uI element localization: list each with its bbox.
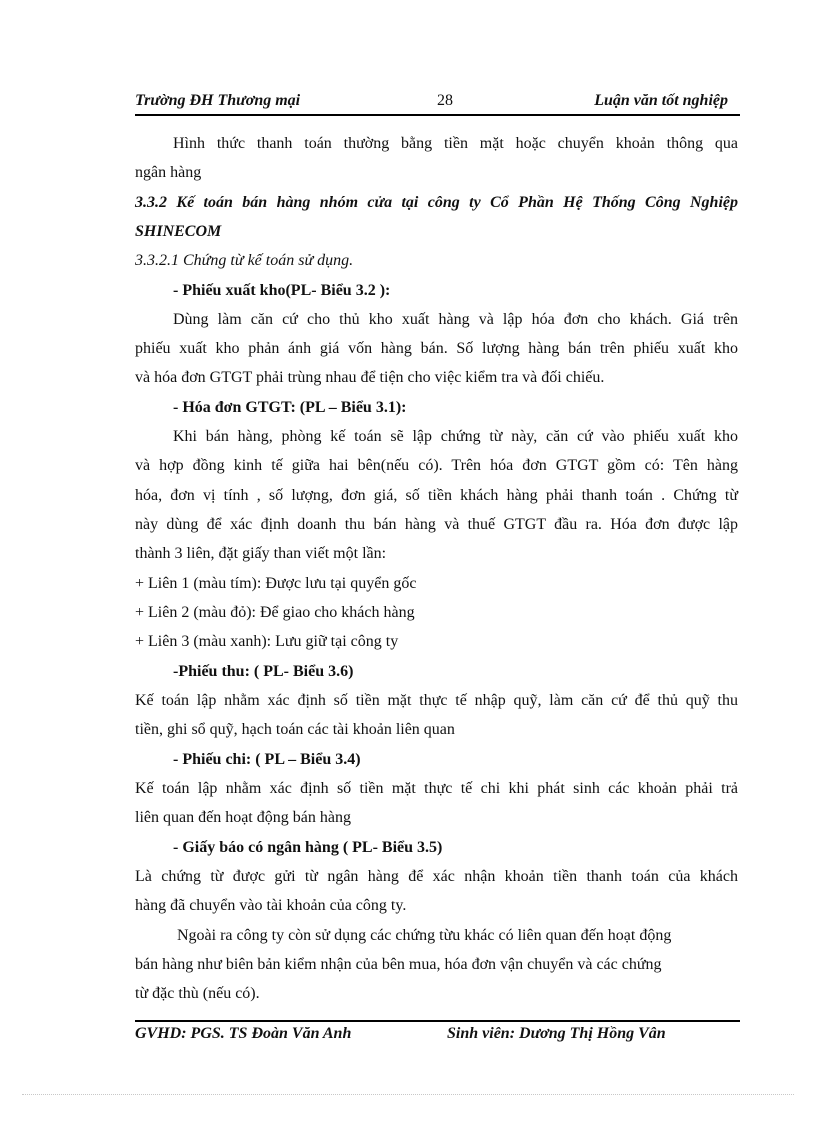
paragraph-line: Dùng làm căn cứ cho thủ kho xuất hàng và lập hóa đơn cho khách. Giá trên xyxy=(173,311,738,328)
item-title: - Hóa đơn GTGT: (PL – Biểu 3.1): xyxy=(173,399,407,416)
paragraph-line: Kế toán lập nhằm xác định số tiền mặt thực tế nhập quỹ, làm căn cứ để thủ quỹ thu xyxy=(135,692,738,709)
paragraph-line: và hóa đơn GTGT phải trùng nhau để tiện cho việc kiểm tra và đối chiếu. xyxy=(135,369,605,386)
page-footer xyxy=(135,1025,740,1047)
section-heading: 3.3.2 Kế toán bán hàng nhóm cửa tại công ty Cổ Phần Hệ Thống Công Nghiệp xyxy=(135,194,738,211)
paragraph-line: phiếu xuất kho phản ánh giá vốn hàng bán. Số lượng hàng bán trên phiếu xuất kho xyxy=(135,340,738,357)
list-item: + Liên 1 (màu tím): Được lưu tại quyển gốc xyxy=(135,575,417,592)
paragraph-line: bán hàng như biên bản kiểm nhận của bên mua, hóa đơn vận chuyển và các chứng xyxy=(135,956,662,973)
paragraph-line: Là chứng từ được gửi từ ngân hàng để xác nhận khoản tiền thanh toán của khách xyxy=(135,868,738,885)
item-title: -Phiếu thu: ( PL- Biểu 3.6) xyxy=(173,663,354,680)
header-doc-type: Luận văn tốt nghiệp xyxy=(594,92,728,109)
item-title: - Giấy báo có ngân hàng ( PL- Biểu 3.5) xyxy=(173,839,443,856)
header-rule xyxy=(135,114,740,116)
paragraph-line: và hợp đồng kinh tế giữa hai bên(nếu có). Trên hóa đơn GTGT gồm có: Tên hàng xyxy=(135,457,738,474)
footer-rule xyxy=(135,1020,740,1022)
section-heading: SHINECOM xyxy=(135,223,222,240)
paragraph-line: Khi bán hàng, phòng kế toán sẽ lập chứng từ này, căn cứ vào phiếu xuất kho xyxy=(173,428,738,445)
header-school: Trường ĐH Thương mại xyxy=(135,92,301,109)
list-item: + Liên 2 (màu đỏ): Để giao cho khách hàng xyxy=(135,604,415,621)
footer-supervisor: GVHD: PGS. TS Đoàn Văn Anh xyxy=(135,1025,352,1042)
paragraph-line: ngân hàng xyxy=(135,164,202,181)
paragraph-line: Hình thức thanh toán thường bằng tiền mặt hoặc chuyển khoản thông qua xyxy=(173,135,738,152)
paragraph-line: Kế toán lập nhằm xác định số tiền mặt thực tế chi khi phát sinh các khoản phải trả xyxy=(135,780,738,797)
paragraph-line: thành 3 liên, đặt giấy than viết một lần: xyxy=(135,545,387,562)
page-bottom-border xyxy=(22,1094,794,1095)
paragraph-line: hóa, đơn vị tính , số lượng, đơn giá, số tiền khách hàng phải thanh toán . Chứng từ xyxy=(135,487,738,504)
item-title: - Phiếu xuất kho(PL- Biểu 3.2 ): xyxy=(173,282,391,299)
paragraph-line: liên quan đến hoạt động bán hàng xyxy=(135,809,351,826)
subsection-heading: 3.3.2.1 Chứng từ kế toán sử dụng. xyxy=(135,252,354,269)
paragraph-line: từ đặc thù (nếu có). xyxy=(135,985,260,1002)
paragraph-line: hàng đã chuyển vào tài khoản của công ty. xyxy=(135,897,407,914)
paragraph-line: này dùng để xác định doanh thu bán hàng và thuế GTGT đầu ra. Hóa đơn được lập xyxy=(135,516,738,533)
page-number: 28 xyxy=(437,92,453,109)
page-header xyxy=(135,92,740,114)
item-title: - Phiếu chi: ( PL – Biểu 3.4) xyxy=(173,751,361,768)
paragraph-line: Ngoài ra công ty còn sử dụng các chứng từu khác có liên quan đến hoạt động xyxy=(177,927,672,944)
footer-student: Sinh viên: Dương Thị Hồng Vân xyxy=(447,1025,666,1042)
list-item: + Liên 3 (màu xanh): Lưu giữ tại công ty xyxy=(135,633,399,650)
paragraph-line: tiền, ghi sổ quỹ, hạch toán các tài khoản liên quan xyxy=(135,721,455,738)
